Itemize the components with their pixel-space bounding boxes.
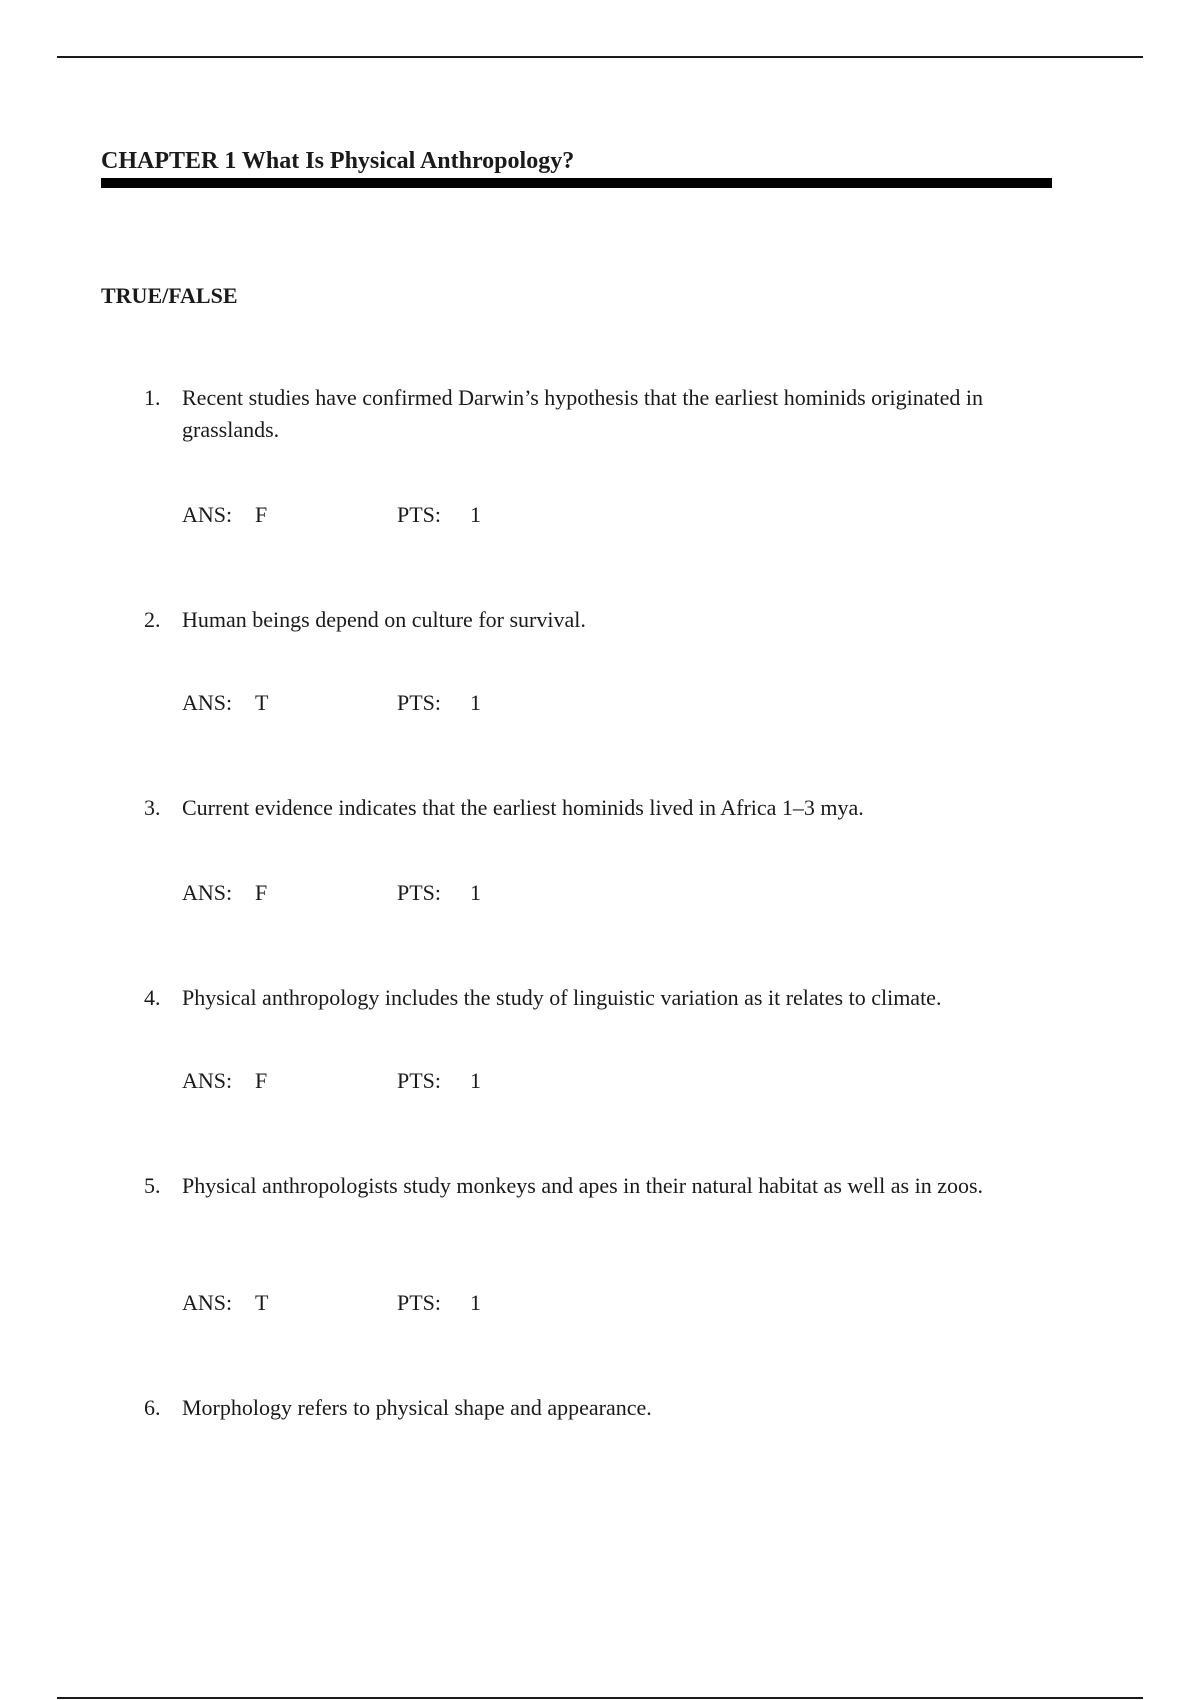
question-number: 4. <box>144 985 161 1010</box>
answer-value: F <box>255 1068 268 1093</box>
points-label: PTS: <box>397 690 442 715</box>
chapter-title: CHAPTER 1 What Is Physical Anthropology? <box>101 148 575 174</box>
answer-row <box>182 1066 782 1096</box>
answer-row <box>182 500 782 530</box>
points-value: 1 <box>470 1068 481 1093</box>
question-text: Physical anthropology includes the study of linguistic variation as it relates to climate. <box>182 985 942 1010</box>
question-number: 2. <box>144 607 161 632</box>
answer-label: ANS: <box>182 502 233 527</box>
answer-label: ANS: <box>182 1290 233 1315</box>
answer-row <box>182 1288 782 1318</box>
question-number: 3. <box>144 795 161 820</box>
points-value: 1 <box>470 1290 481 1315</box>
points-label: PTS: <box>397 1068 442 1093</box>
points-label: PTS: <box>397 1290 442 1315</box>
page-bottom-rule <box>57 1697 1143 1699</box>
question-text: Morphology refers to physical shape and appearance. <box>182 1395 652 1420</box>
answer-value: T <box>255 1290 269 1315</box>
question-number: 5. <box>144 1173 161 1198</box>
question-text: Recent studies have confirmed Darwin’s hypothesis that the earliest hominids originated in grasslands. <box>182 385 983 442</box>
points-label: PTS: <box>397 502 442 527</box>
question-text: Current evidence indicates that the earliest hominids lived in Africa 1–3 mya. <box>182 795 864 820</box>
points-label: PTS: <box>397 880 442 905</box>
answer-value: F <box>255 880 268 905</box>
points-value: 1 <box>470 690 481 715</box>
points-value: 1 <box>470 502 481 527</box>
question-number: 1. <box>144 385 161 410</box>
question-text: Human beings depend on culture for survival. <box>182 607 586 632</box>
answer-label: ANS: <box>182 880 233 905</box>
answer-label: ANS: <box>182 690 233 715</box>
answer-label: ANS: <box>182 1068 233 1093</box>
answer-row <box>182 688 782 718</box>
answer-value: T <box>255 690 269 715</box>
question-number: 6. <box>144 1395 161 1420</box>
answer-row <box>182 878 782 908</box>
title-underline-bar <box>101 178 1052 188</box>
question-text: Physical anthropologists study monkeys and apes in their natural habitat as well as in zoos. <box>182 1173 984 1198</box>
points-value: 1 <box>470 880 481 905</box>
section-heading: TRUE/FALSE <box>101 283 238 308</box>
answer-value: F <box>255 502 268 527</box>
page-top-rule <box>57 56 1143 58</box>
